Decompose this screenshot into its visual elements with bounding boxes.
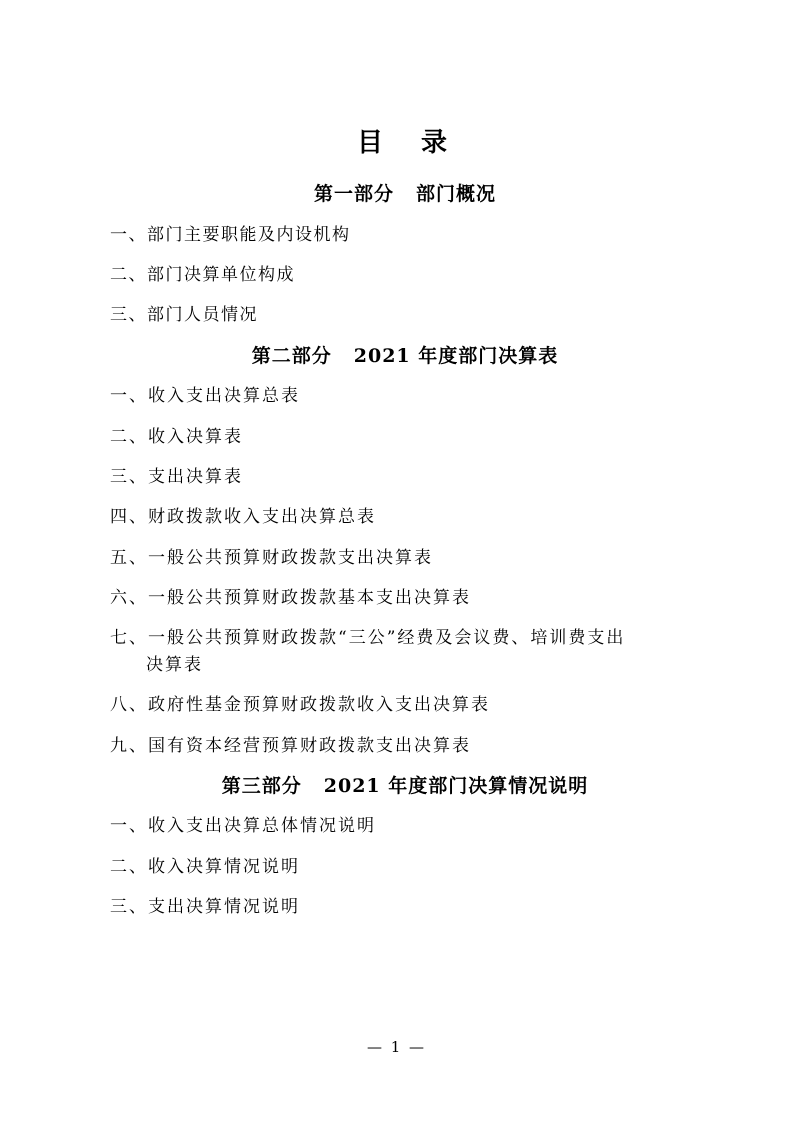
toc-item-label: 部门主要职能及内设机构 [147, 224, 351, 245]
section-heading-1-label: 第一部分 [313, 183, 394, 206]
toc-item-label: 支出决算表 [148, 467, 243, 488]
section-part-1 [110, 181, 700, 329]
toc-item-number: 二、 [110, 856, 148, 877]
toc-item-number: 七、 [110, 628, 148, 649]
toc-item-number: 一、 [110, 224, 147, 245]
page-number: — 1 — [366, 1038, 427, 1056]
toc-item-label: 一般公共预算财政拨款基本支出决算表 [148, 588, 471, 609]
list-item[interactable] [110, 383, 700, 409]
toc-item-label: 收入决算情况说明 [148, 856, 300, 877]
section-heading-3-label: 第三部分 [221, 774, 302, 797]
toc-item-number: 九、 [110, 735, 148, 756]
list-item[interactable] [110, 813, 700, 839]
toc-item-label: 收入决算表 [148, 426, 243, 447]
toc-item-number: 五、 [110, 547, 148, 568]
toc-item-label: 一般公共预算财政拨款支出决算表 [148, 547, 433, 568]
toc-item-label: 财政拨款收入支出决算总表 [148, 507, 376, 528]
section-part-3 [110, 773, 700, 921]
toc-item-label: 收入支出决算总表 [148, 386, 300, 407]
toc-item-number: 一、 [110, 816, 148, 837]
list-item[interactable] [110, 625, 700, 678]
toc-item-label: 部门决算单位构成 [147, 265, 295, 286]
section-heading-3 [110, 773, 700, 800]
toc-item-number: 二、 [110, 265, 147, 286]
list-item[interactable] [110, 733, 700, 759]
toc-item-number: 三、 [110, 305, 147, 326]
toc-item-label: 收入支出决算总体情况说明 [148, 816, 376, 837]
toc-item-number: 三、 [110, 897, 148, 918]
toc-content [110, 128, 700, 934]
section-heading-1-title: 部门概况 [416, 183, 497, 206]
section-part-2 [110, 343, 700, 759]
list-item[interactable] [110, 894, 700, 920]
list-item[interactable] [110, 302, 700, 328]
toc-item-label: 部门人员情况 [147, 305, 258, 326]
page-title: 目 录 [356, 128, 453, 158]
toc-item-label: 一般公共预算财政拨款“三公”经费及会议费、培训费支出 [148, 628, 626, 649]
toc-item-label: 支出决算情况说明 [148, 897, 300, 918]
toc-item-label: 政府性基金预算财政拨款收入支出决算表 [148, 695, 490, 716]
section-heading-2-label: 第二部分 [251, 344, 332, 367]
list-item[interactable] [110, 262, 700, 288]
toc-item-number: 一、 [110, 386, 148, 407]
list-item[interactable] [110, 585, 700, 611]
section-heading-1 [110, 181, 700, 208]
toc-item-number: 八、 [110, 695, 148, 716]
toc-item-number: 三、 [110, 467, 148, 488]
list-item[interactable] [110, 545, 700, 571]
section-heading-2-title: 2021 年度部门决算表 [353, 344, 559, 367]
list-item[interactable] [110, 692, 700, 718]
list-item[interactable] [110, 464, 700, 490]
section-heading-3-title: 2021 年度部门决算情况说明 [323, 774, 589, 797]
toc-item-number: 六、 [110, 588, 148, 609]
toc-item-number: 二、 [110, 426, 148, 447]
list-item[interactable] [110, 854, 700, 880]
toc-item-label-continued: 决算表 [146, 654, 203, 675]
list-item[interactable] [110, 222, 700, 248]
list-item[interactable] [110, 504, 700, 530]
list-item[interactable] [110, 424, 700, 450]
section-heading-2 [110, 343, 700, 370]
toc-item-number: 四、 [110, 507, 148, 528]
toc-item-label: 国有资本经营预算财政拨款支出决算表 [148, 735, 471, 756]
